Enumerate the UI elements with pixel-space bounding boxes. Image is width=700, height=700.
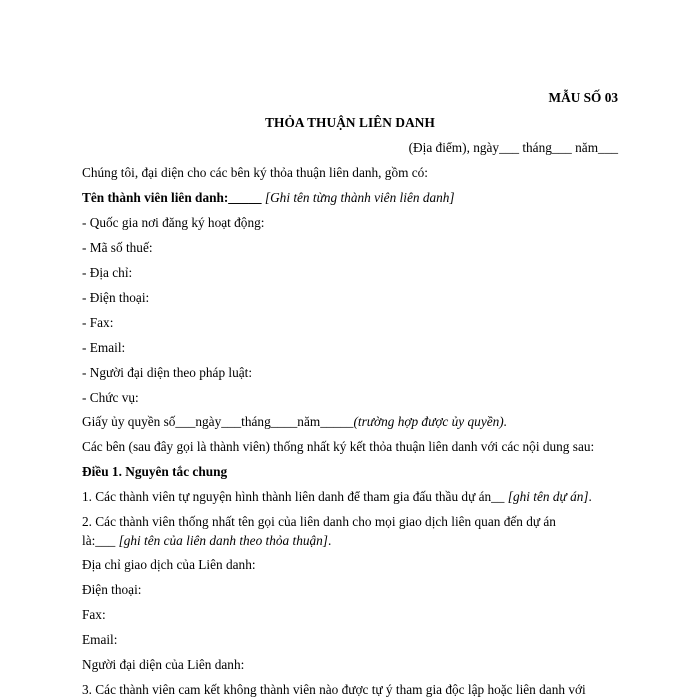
member-field-country: - Quốc gia nơi đăng ký hoạt động: bbox=[82, 215, 265, 230]
member-field-address: - Địa chỉ: bbox=[82, 265, 133, 280]
article-1-clause-2-line-1: 2. Các thành viên thống nhất tên gọi của liên danh cho mọi giao dịch liên quan đến dự án bbox=[82, 514, 556, 529]
contact-field-representative: Người đại diện của Liên danh: bbox=[82, 657, 245, 672]
form-code: MẪU SỐ 03 bbox=[548, 90, 618, 105]
contact-field-phone: Điện thoại: bbox=[82, 582, 142, 597]
clause-1-hint: [ghi tên dự án] bbox=[507, 489, 589, 504]
member-name-line bbox=[82, 190, 455, 206]
place-date-line: (Địa điểm), ngày___ tháng___ năm___ bbox=[408, 140, 618, 155]
member-field-legal-rep: - Người đại diện theo pháp luật: bbox=[82, 365, 253, 380]
clause-2-hint: [ghi tên của liên danh theo thỏa thuận] bbox=[118, 533, 328, 548]
authorization-prefix: Giấy ủy quyền số___ngày___tháng____năm_____ bbox=[82, 414, 354, 429]
member-field-phone: - Điện thoại: bbox=[82, 290, 150, 305]
article-1-clause-3-line-1: 3. Các thành viên cam kết không thành viên nào được tự ý tham gia độc lập hoặc liên danh với bbox=[82, 682, 586, 697]
authorization-hint: (trường hợp được ủy quyền). bbox=[353, 414, 508, 429]
contact-field-address: Địa chỉ giao dịch của Liên danh: bbox=[82, 557, 256, 572]
member-field-position: - Chức vụ: bbox=[82, 390, 139, 405]
member-field-tax-code: - Mã số thuế: bbox=[82, 240, 153, 255]
article-1-clause-2-line-2 bbox=[82, 533, 331, 549]
member-field-fax: - Fax: bbox=[82, 315, 114, 330]
agreement-intro: Các bên (sau đây gọi là thành viên) thống nhất ký kết thỏa thuận liên danh với các nội dung sau: bbox=[82, 439, 595, 454]
member-name-hint: [Ghi tên từng thành viên liên danh] bbox=[264, 190, 455, 205]
contact-field-email: Email: bbox=[82, 632, 118, 647]
clause-2-prefix: là:___ bbox=[82, 533, 119, 548]
member-name-label: Tên thành viên liên danh:_____ bbox=[82, 190, 265, 205]
clause-1-text: 1. Các thành viên tự nguyện hình thành liên danh để tham gia đấu thầu dự án__ bbox=[82, 489, 508, 504]
intro-paragraph: Chúng tôi, đại diện cho các bên ký thỏa thuận liên danh, gồm có: bbox=[82, 165, 429, 180]
contact-field-fax: Fax: bbox=[82, 607, 106, 622]
clause-1-suffix: . bbox=[588, 489, 592, 504]
member-field-email: - Email: bbox=[82, 340, 126, 355]
article-1-clause-1 bbox=[82, 489, 592, 505]
article-1-heading: Điều 1. Nguyên tắc chung bbox=[82, 464, 228, 479]
clause-2-suffix: . bbox=[327, 533, 332, 548]
document-title: THỎA THUẬN LIÊN DANH bbox=[265, 115, 435, 130]
authorization-line bbox=[82, 414, 507, 430]
